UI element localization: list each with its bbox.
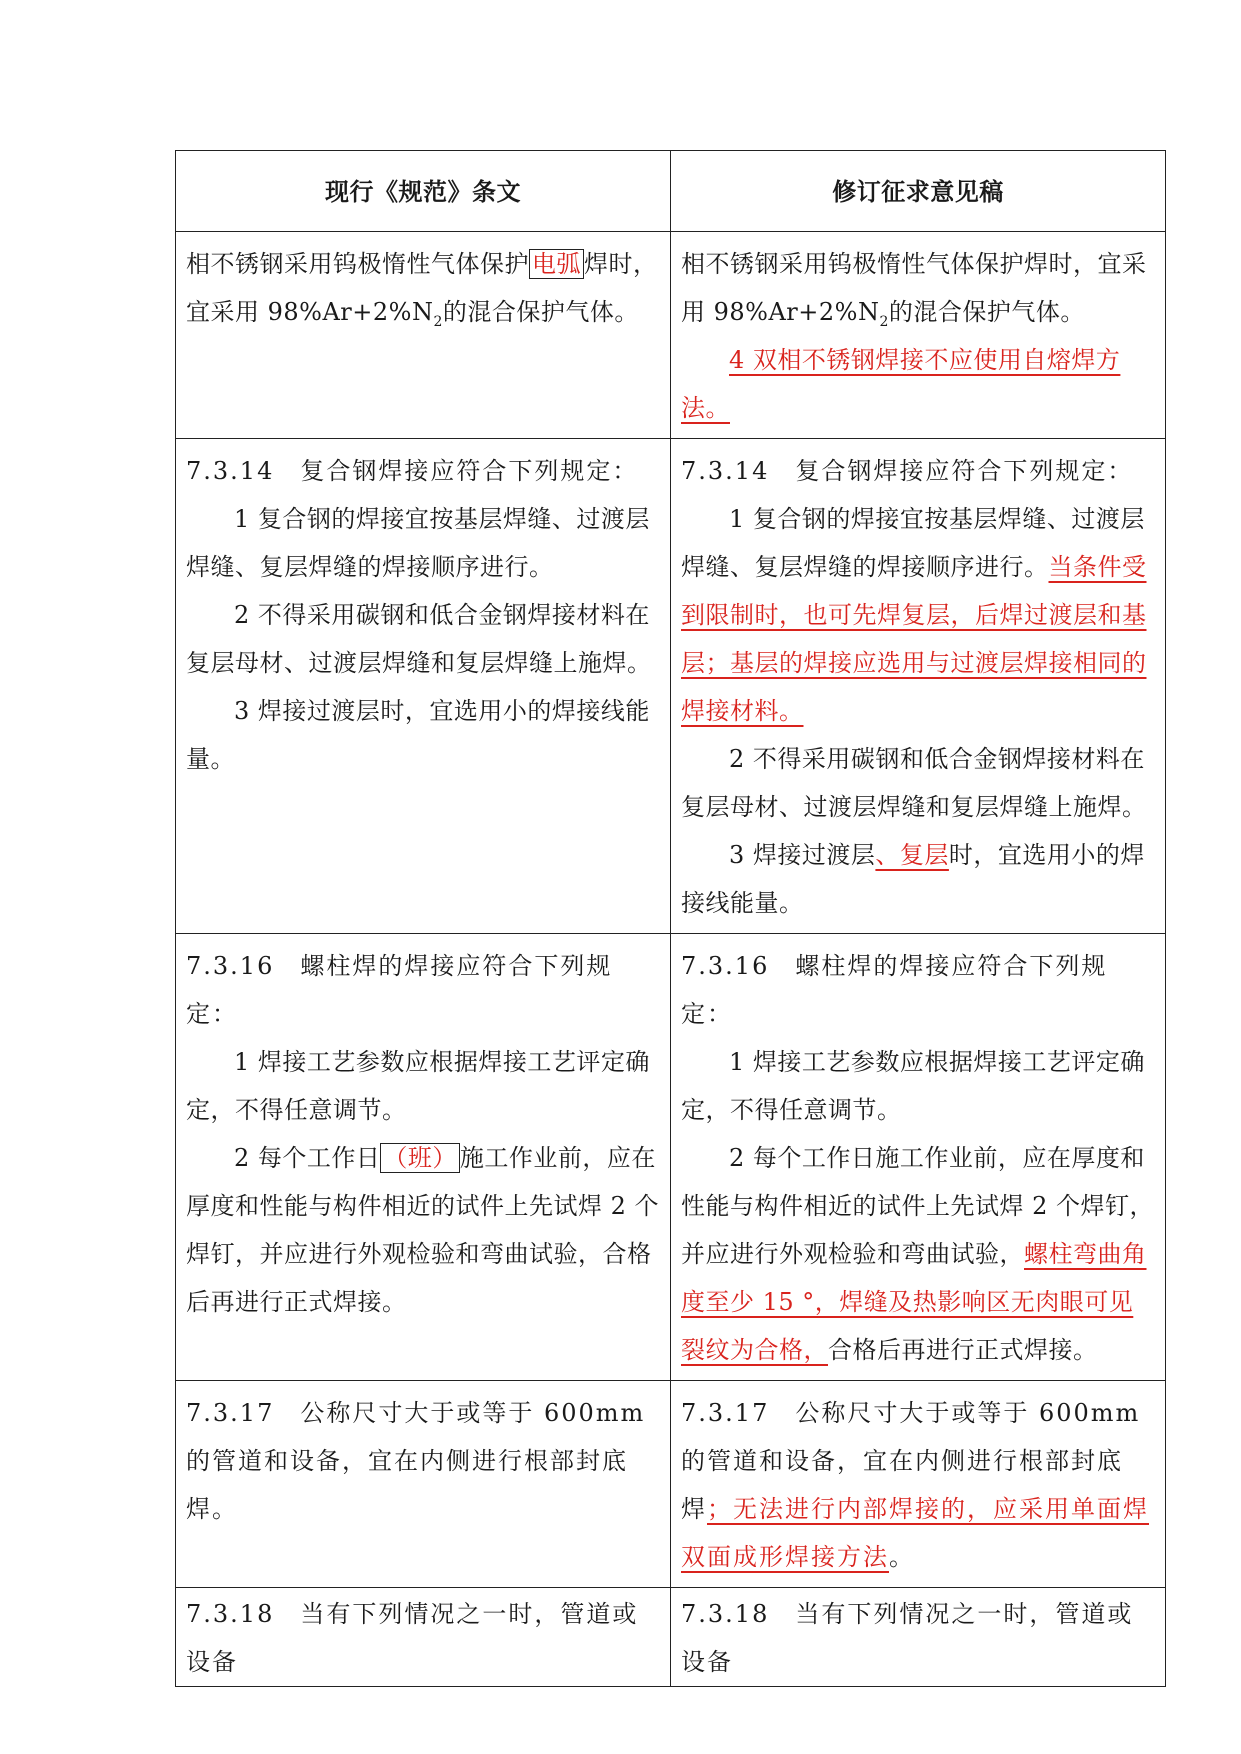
added-text: 螺柱弯曲角度至少 15 °，焊缝及热影响区无肉眼可见裂纹为合格， [681, 1240, 1147, 1364]
text: 7.3.17 公称尺寸大于或等于 600mm 的管道和设备，宜在内侧进行根部封底焊 [681, 1399, 1141, 1523]
table-header-row [176, 151, 1166, 232]
text: 焊时，宜采用 98%Ar+2%N [186, 250, 658, 326]
subscript: 2 [879, 313, 889, 330]
table-row [176, 232, 1166, 439]
text: 1 复合钢的焊接宜按基层焊缝、过渡层焊缝、复层焊缝的焊接顺序进行。 [681, 505, 1145, 581]
table-row [176, 439, 1166, 934]
cell-revision [671, 232, 1166, 439]
added-text: 、复层 [875, 841, 949, 869]
clause-title: 7.3.16 螺柱焊的焊接应符合下列规定： [186, 952, 613, 1028]
clause-title: 7.3.14 复合钢焊接应符合下列规定： [681, 457, 1134, 485]
added-text: ；无法进行内部焊接的，应采用单面焊双面成形焊接方法 [681, 1495, 1149, 1571]
cell-revision [671, 1381, 1166, 1588]
clause-title: 7.3.17 公称尺寸大于或等于 600mm 的管道和设备，宜在内侧进行根部封底焊。 [186, 1399, 646, 1523]
comparison-table [175, 150, 1166, 1687]
clause-item: 2 不得采用碳钢和低合金钢焊接材料在复层母材、过渡层焊缝和复层焊缝上施焊。 [681, 745, 1147, 821]
clause-item: 1 复合钢的焊接宜按基层焊缝、过渡层焊缝、复层焊缝的焊接顺序进行。 [186, 505, 650, 581]
clause-title [681, 1389, 1155, 1581]
text: 的混合保护气体。 [442, 298, 639, 326]
clause-item: 1 焊接工艺参数应根据焊接工艺评定确定，不得任意调节。 [186, 1048, 650, 1124]
text: 相不锈钢采用钨极惰性气体保护焊时，宜采用 98%Ar+2%N [681, 250, 1147, 326]
clause-item [681, 495, 1155, 735]
header-current-code: 现行《规范》条文 [176, 151, 671, 232]
clause-title: 7.3.16 螺柱焊的焊接应符合下列规定： [681, 952, 1108, 1028]
text: 。 [889, 1543, 915, 1571]
text: 3 焊接过渡层 [729, 841, 876, 869]
table-row [176, 1588, 1166, 1687]
table-row [176, 934, 1166, 1381]
header-revision-draft: 修订征求意见稿 [671, 151, 1166, 232]
cell-revision [671, 1588, 1166, 1687]
clause-item: 1 焊接工艺参数应根据焊接工艺评定确定，不得任意调节。 [681, 1048, 1145, 1124]
cell-revision [671, 439, 1166, 934]
cell-current [176, 1381, 671, 1588]
table-row [176, 1381, 1166, 1588]
clause-item [186, 1134, 660, 1326]
text: 合格后再进行正式焊接。 [828, 1336, 1098, 1364]
clause-item: 2 不得采用碳钢和低合金钢焊接材料在复层母材、过渡层焊缝和复层焊缝上施焊。 [186, 601, 652, 677]
cell-current [176, 232, 671, 439]
added-text: 4 双相不锈钢焊接不应使用自熔焊方法。 [681, 346, 1121, 422]
text: 时，宜选用小的焊接线能量。 [681, 841, 1145, 917]
text: 的混合保护气体。 [888, 298, 1085, 326]
text: 2 每个工作日 [234, 1144, 381, 1172]
deleted-text-box: 电弧 [529, 249, 584, 279]
cell-current [176, 934, 671, 1381]
text: 2 每个工作日施工作业前，应在厚度和性能与构件相近的试件上先试焊 2 个焊钉，并应进行外观检验和弯曲试验， [681, 1144, 1155, 1268]
text: 相不锈钢采用钨极惰性气体保护 [186, 250, 529, 278]
clause-item [681, 831, 1155, 927]
clause-title: 7.3.14 复合钢焊接应符合下列规定： [186, 457, 639, 485]
subscript: 2 [433, 313, 443, 330]
deleted-text-box: （班） [380, 1143, 460, 1173]
clause-item: 3 焊接过渡层时，宜选用小的焊接线能量。 [186, 697, 650, 773]
cell-current [176, 1588, 671, 1687]
clause-title: 7.3.18 当有下列情况之一时，管道或设备 [186, 1600, 639, 1676]
paragraph [186, 240, 660, 336]
clause-item [681, 1134, 1155, 1374]
clause-title: 7.3.18 当有下列情况之一时，管道或设备 [681, 1600, 1134, 1676]
added-text: 当条件受到限制时，也可先焊复层，后焊过渡层和基层；基层的焊接应选用与过渡层焊接相同的焊接材料。 [681, 553, 1147, 725]
text: 施工作业前，应在厚度和性能与构件相近的试件上先试焊 2 个焊钉，并应进行外观检验和弯曲试验，合格后再进行正式焊接。 [186, 1144, 660, 1316]
paragraph [681, 240, 1155, 336]
cell-revision [671, 934, 1166, 1381]
cell-current [176, 439, 671, 934]
